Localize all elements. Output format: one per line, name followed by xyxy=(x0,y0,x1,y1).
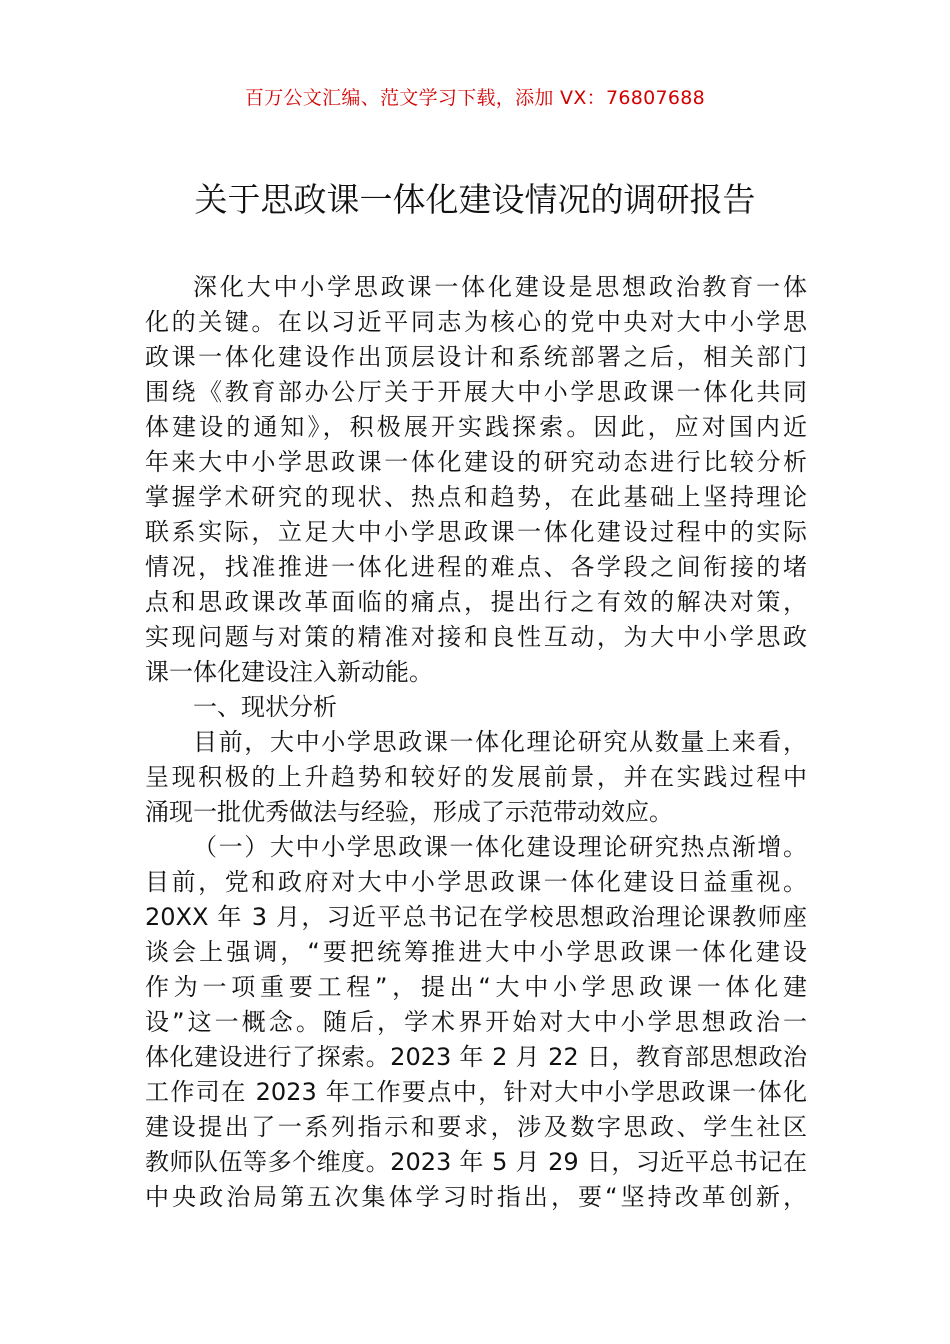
text-line: 联系实际，立足大中小学思政课一体化建设过程中的实际 xyxy=(145,518,807,546)
text-line: 政课一体化建设作出顶层设计和系统部署之后，相关部门 xyxy=(145,343,807,371)
text-line: 点和思政课改革面临的痛点，提出行之有效的解决对策， xyxy=(145,588,807,616)
text-line: 掌握学术研究的现状、热点和趋势，在此基础上坚持理论 xyxy=(145,483,807,511)
text-line: 工作司在 2023 年工作要点中，针对大中小学思政课一体化 xyxy=(145,1078,807,1106)
text-line: 作为一项重要工程”，提出“大中小学思政课一体化建 xyxy=(145,973,807,1001)
text-line: 教师队伍等多个维度。2023 年 5 月 29 日，习近平总书记在 xyxy=(145,1148,807,1176)
text-line: 课一体化建设注入新动能。 xyxy=(145,658,433,686)
text-line: 体建设的通知》，积极展开实践探索。因此，应对国内近 xyxy=(145,413,807,441)
text-line: 建设提出了一系列指示和要求，涉及数字思政、学生社区 xyxy=(145,1113,807,1141)
text-line: 涌现一批优秀做法与经验，形成了示范带动效应。 xyxy=(145,798,673,826)
document-title: 关于思政课一体化建设情况的调研报告 xyxy=(194,180,756,219)
text-line: 年来大中小学思政课一体化建设的研究动态进行比较分析 xyxy=(145,448,807,476)
text-line: 体化建设进行了探索。2023 年 2 月 22 日，教育部思想政治 xyxy=(145,1043,807,1071)
subsection-heading: （一）大中小学思政课一体化建设理论研究热点渐增。 xyxy=(193,833,807,861)
section-heading: 一、现状分析 xyxy=(193,693,337,721)
text-line: 深化大中小学思政课一体化建设是思想政治教育一体 xyxy=(193,273,807,301)
text-line: 围绕《教育部办公厅关于开展大中小学思政课一体化共同 xyxy=(145,378,807,406)
text-line: 化的关键。在以习近平同志为核心的党中央对大中小学思 xyxy=(145,308,807,336)
text-line: 情况，找准推进一体化进程的难点、各学段之间衔接的堵 xyxy=(145,553,807,581)
header-watermark-note: 百万公文汇编、范文学习下载，添加 VX：76807688 xyxy=(244,87,706,109)
text-line: 20XX 年 3 月，习近平总书记在学校思想政治理论课教师座 xyxy=(145,903,807,931)
text-line: 目前，大中小学思政课一体化理论研究从数量上来看， xyxy=(193,728,807,756)
text-line: 目前，党和政府对大中小学思政课一体化建设日益重视。 xyxy=(145,868,807,896)
text-line: 设”这一概念。随后，学术界开始对大中小学思想政治一 xyxy=(145,1008,807,1036)
text-line: 实现问题与对策的精准对接和良性互动，为大中小学思政 xyxy=(145,623,807,651)
document-body xyxy=(145,270,807,1215)
text-line: 谈会上强调，“要把统筹推进大中小学思政课一体化建设 xyxy=(145,938,807,966)
text-line: 中央政治局第五次集体学习时指出，要“坚持改革创新， xyxy=(145,1183,807,1211)
text-line: 呈现积极的上升趋势和较好的发展前景，并在实践过程中 xyxy=(145,763,807,791)
